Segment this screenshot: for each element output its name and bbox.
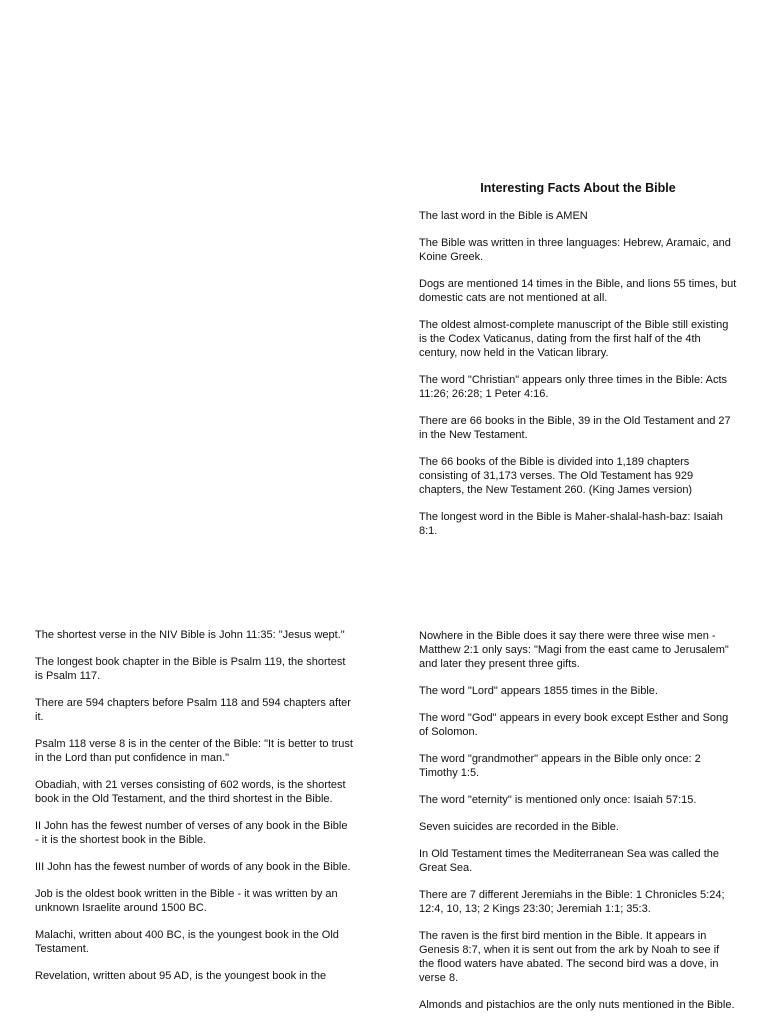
fact-paragraph: Nowhere in the Bible does it say there were three wise men - Matthew 2:1 only says: "Magi from the east came to Jerusalem" and later they present three gifts. [419,630,729,670]
fact-paragraph: The word "Christian" appears only three times in the Bible: Acts 11:26; 26:28; 1 Peter 4:16. [419,374,728,400]
fact-paragraph: The Bible was written in three languages: Hebrew, Aramaic, and Koine Greek. [419,237,731,263]
fact-paragraph: Almonds and pistachios are the only nuts mentioned in the Bible. [419,999,735,1011]
fact-paragraph: Dogs are mentioned 14 times in the Bible, and lions 55 times, but domestic cats are not mentioned at all. [419,278,737,304]
fact-paragraph: In Old Testament times the Mediterranean Sea was called the Great Sea. [419,848,720,874]
fact-paragraph: The last word in the Bible is AMEN [419,210,588,222]
fact-paragraph: The word "eternity" is mentioned only once: Isaiah 57:15. [419,794,697,806]
fact-paragraph: There are 7 different Jeremiahs in the Bible: 1 Chronicles 5:24; 12:4, 10, 13; 2 Kings 23:30; Jeremiah 1:1; 35:3. [419,889,725,915]
fact-paragraph: II John has the fewest number of verses of any book in the Bible - it is the shortest book in the Bible. [35,820,348,846]
fact-paragraph: The shortest verse in the NIV Bible is John 11:35: "Jesus wept." [35,629,345,641]
facts-column-top-right [419,180,737,551]
fact-paragraph: Seven suicides are recorded in the Bible. [419,821,619,833]
fact-paragraph: Job is the oldest book written in the Bible - it was written by an unknown Israelite around 1500 BC. [35,888,338,914]
fact-paragraph: There are 594 chapters before Psalm 118 and 594 chapters after it. [35,697,351,723]
fact-paragraph: The 66 books of the Bible is divided into 1,189 chapters consisting of 31,173 verses. The Old Testament has 929 chapters, the New Testament 260. (King James version) [419,456,694,496]
fact-paragraph: There are 66 books in the Bible, 39 in the Old Testament and 27 in the New Testament. [419,415,731,441]
fact-paragraph: The oldest almost-complete manuscript of the Bible still existing is the Codex Vaticanus, dating from the first half of the 4th century, now held in the Vatican library. [419,319,729,359]
page-title: Interesting Facts About the Bible [480,181,676,195]
fact-paragraph: The longest word in the Bible is Maher-shalal-hash-baz: Isaiah 8:1. [419,511,723,537]
fact-paragraph: The word "Lord" appears 1855 times in the Bible. [419,685,658,697]
fact-paragraph: The raven is the first bird mention in the Bible. It appears in Genesis 8:7, when it is sent out from the ark by Noah to see if the flood waters have abated. The second bird was a dove, in verse 8. [419,930,720,984]
fact-paragraph: Psalm 118 verse 8 is in the center of the Bible: "It is better to trust in the Lord than put confidence in man." [35,738,353,764]
facts-column-bottom-left [35,628,353,996]
fact-paragraph: Obadiah, with 21 verses consisting of 602 words, is the shortest book in the Old Testament, and the third shortest in the Bible. [35,779,346,805]
fact-paragraph: Malachi, written about 400 BC, is the youngest book in the Old Testament. [35,929,339,955]
fact-paragraph: III John has the fewest number of words of any book in the Bible. [35,861,351,873]
facts-column-bottom-right [419,629,737,1025]
fact-paragraph: The longest book chapter in the Bible is Psalm 119, the shortest is Psalm 117. [35,656,346,682]
fact-paragraph: The word "grandmother" appears in the Bible only once: 2 Timothy 1:5. [419,753,701,779]
fact-paragraph: The word "God" appears in every book except Esther and Song of Solomon. [419,712,729,738]
fact-paragraph: Revelation, written about 95 AD, is the youngest book in the [35,970,327,982]
